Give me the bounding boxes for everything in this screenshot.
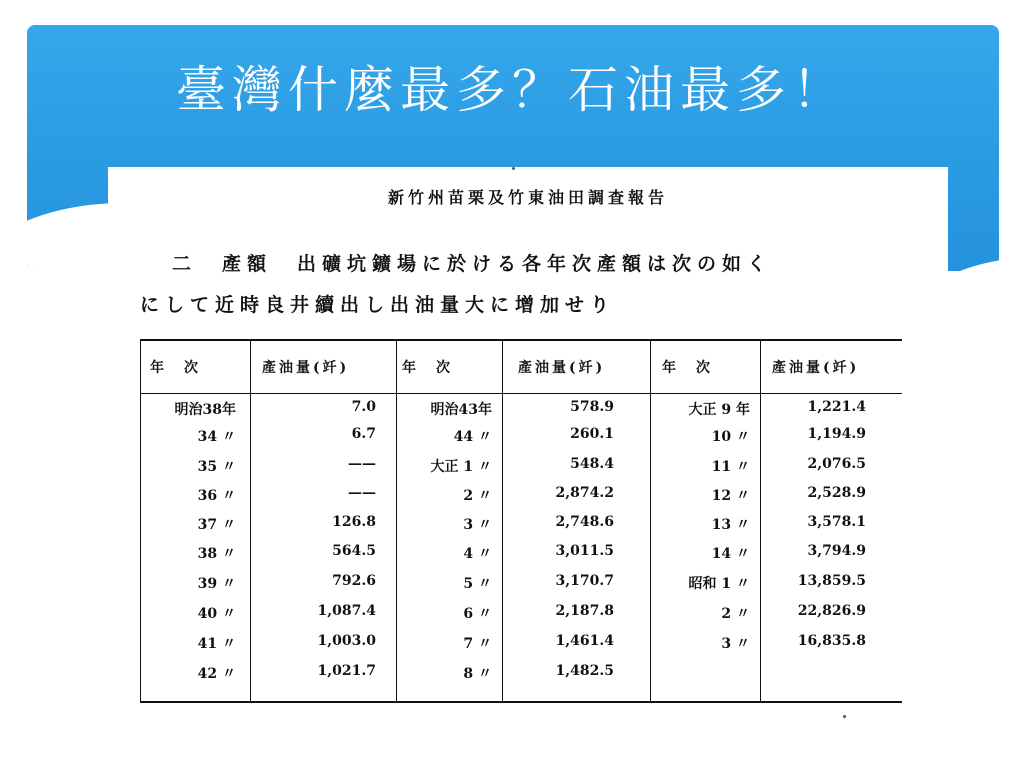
- header-year-1: 年 次: [150, 360, 201, 376]
- table-cell-year: 42 〃: [197, 666, 236, 682]
- table-cell-value: ——: [348, 485, 376, 501]
- table-cell-value: 1,021.7: [317, 663, 376, 679]
- table-cell-value: 22,826.9: [797, 603, 866, 619]
- scanned-document: [108, 167, 948, 707]
- table-cell-value: 3,578.1: [807, 514, 866, 530]
- table-cell-year: 11 〃: [711, 459, 750, 475]
- table-cell-value: 1,194.9: [807, 426, 866, 442]
- table-cell-year: 39 〃: [197, 576, 236, 592]
- table-cell-year: 44 〃: [453, 429, 492, 445]
- table-cell-year: 大正 9 年: [688, 402, 750, 418]
- table-cell-value: 1,087.4: [317, 603, 376, 619]
- header-output-2: 產油量(竏): [518, 360, 606, 376]
- table-cell-year: 10 〃: [711, 429, 750, 445]
- table-cell-value: 578.9: [570, 399, 614, 415]
- table-cell-value: 2,874.2: [555, 485, 614, 501]
- table-cell-year: 明治43年: [430, 402, 492, 418]
- table-cell-value: 3,170.7: [555, 573, 614, 589]
- table-cell-year: 8 〃: [463, 666, 492, 682]
- table-cell-value: 3,794.9: [807, 543, 866, 559]
- header-year-2: 年 次: [402, 360, 453, 376]
- table-cell-value: 1,003.0: [317, 633, 376, 649]
- table-cell-value: 3,011.5: [555, 543, 614, 559]
- table-cell-value: 2,748.6: [555, 514, 614, 530]
- header-output-3: 產油量(竏): [772, 360, 860, 376]
- table-cell-value: 1,461.4: [555, 633, 614, 649]
- scan-speck: [512, 167, 515, 170]
- table-cell-year: 37 〃: [197, 517, 236, 533]
- table-cell-value: 7.0: [351, 399, 376, 415]
- table-cell-value: 126.8: [332, 514, 376, 530]
- table-cell-value: 792.6: [332, 573, 376, 589]
- oil-output-table: [140, 339, 902, 703]
- table-cell-year: 34 〃: [197, 429, 236, 445]
- table-cell-year: 40 〃: [197, 606, 236, 622]
- table-cell-year: 41 〃: [197, 636, 236, 652]
- paragraph-line-1: 二 產額 出礦坑鑛場に於ける各年次產額は次の如く: [172, 253, 773, 275]
- table-cell-value: 2,528.9: [807, 485, 866, 501]
- table-cell-value: 1,482.5: [555, 663, 614, 679]
- header-output-1: 產油量(竏): [262, 360, 350, 376]
- table-cell-value: 16,835.8: [797, 633, 866, 649]
- table-cell-value: 260.1: [570, 426, 614, 442]
- table-cell-year: 大正 1 〃: [430, 459, 492, 475]
- table-cell-value: 548.4: [570, 456, 614, 472]
- table-cell-value: ——: [348, 456, 376, 472]
- table-cell-year: 13 〃: [711, 517, 750, 533]
- table-header-rule: [140, 393, 902, 394]
- slide-title: 臺灣什麼最多？石油最多！: [176, 61, 848, 119]
- table-cell-year: 6 〃: [463, 606, 492, 622]
- table-cell-year: 3 〃: [721, 636, 750, 652]
- table-cell-year: 5 〃: [463, 576, 492, 592]
- table-cell-year: 2 〃: [721, 606, 750, 622]
- table-cell-year: 7 〃: [463, 636, 492, 652]
- table-cell-value: 13,859.5: [797, 573, 866, 589]
- table-cell-year: 35 〃: [197, 459, 236, 475]
- header-year-3: 年 次: [662, 360, 713, 376]
- table-cell-year: 36 〃: [197, 488, 236, 504]
- table-cell-value: 2,076.5: [807, 456, 866, 472]
- table-cell-year: 3 〃: [463, 517, 492, 533]
- document-heading: 新竹州苗栗及竹東油田調査報告: [387, 188, 668, 207]
- table-cell-year: 14 〃: [711, 546, 750, 562]
- table-cell-value: 6.7: [351, 426, 376, 442]
- table-cell-year: 明治38年: [174, 402, 236, 418]
- table-cell-year: 38 〃: [197, 546, 236, 562]
- table-cell-year: 2 〃: [463, 488, 492, 504]
- table-cell-year: 12 〃: [711, 488, 750, 504]
- scan-speck: [843, 715, 846, 718]
- table-cell-value: 1,221.4: [807, 399, 866, 415]
- paragraph-line-2: にして近時良井續出し出油量大に增加せり: [140, 294, 616, 316]
- table-cell-value: 564.5: [332, 543, 376, 559]
- table-cell-value: 2,187.8: [555, 603, 614, 619]
- table-cell-year: 昭和 1 〃: [688, 576, 750, 592]
- table-cell-year: 4 〃: [463, 546, 492, 562]
